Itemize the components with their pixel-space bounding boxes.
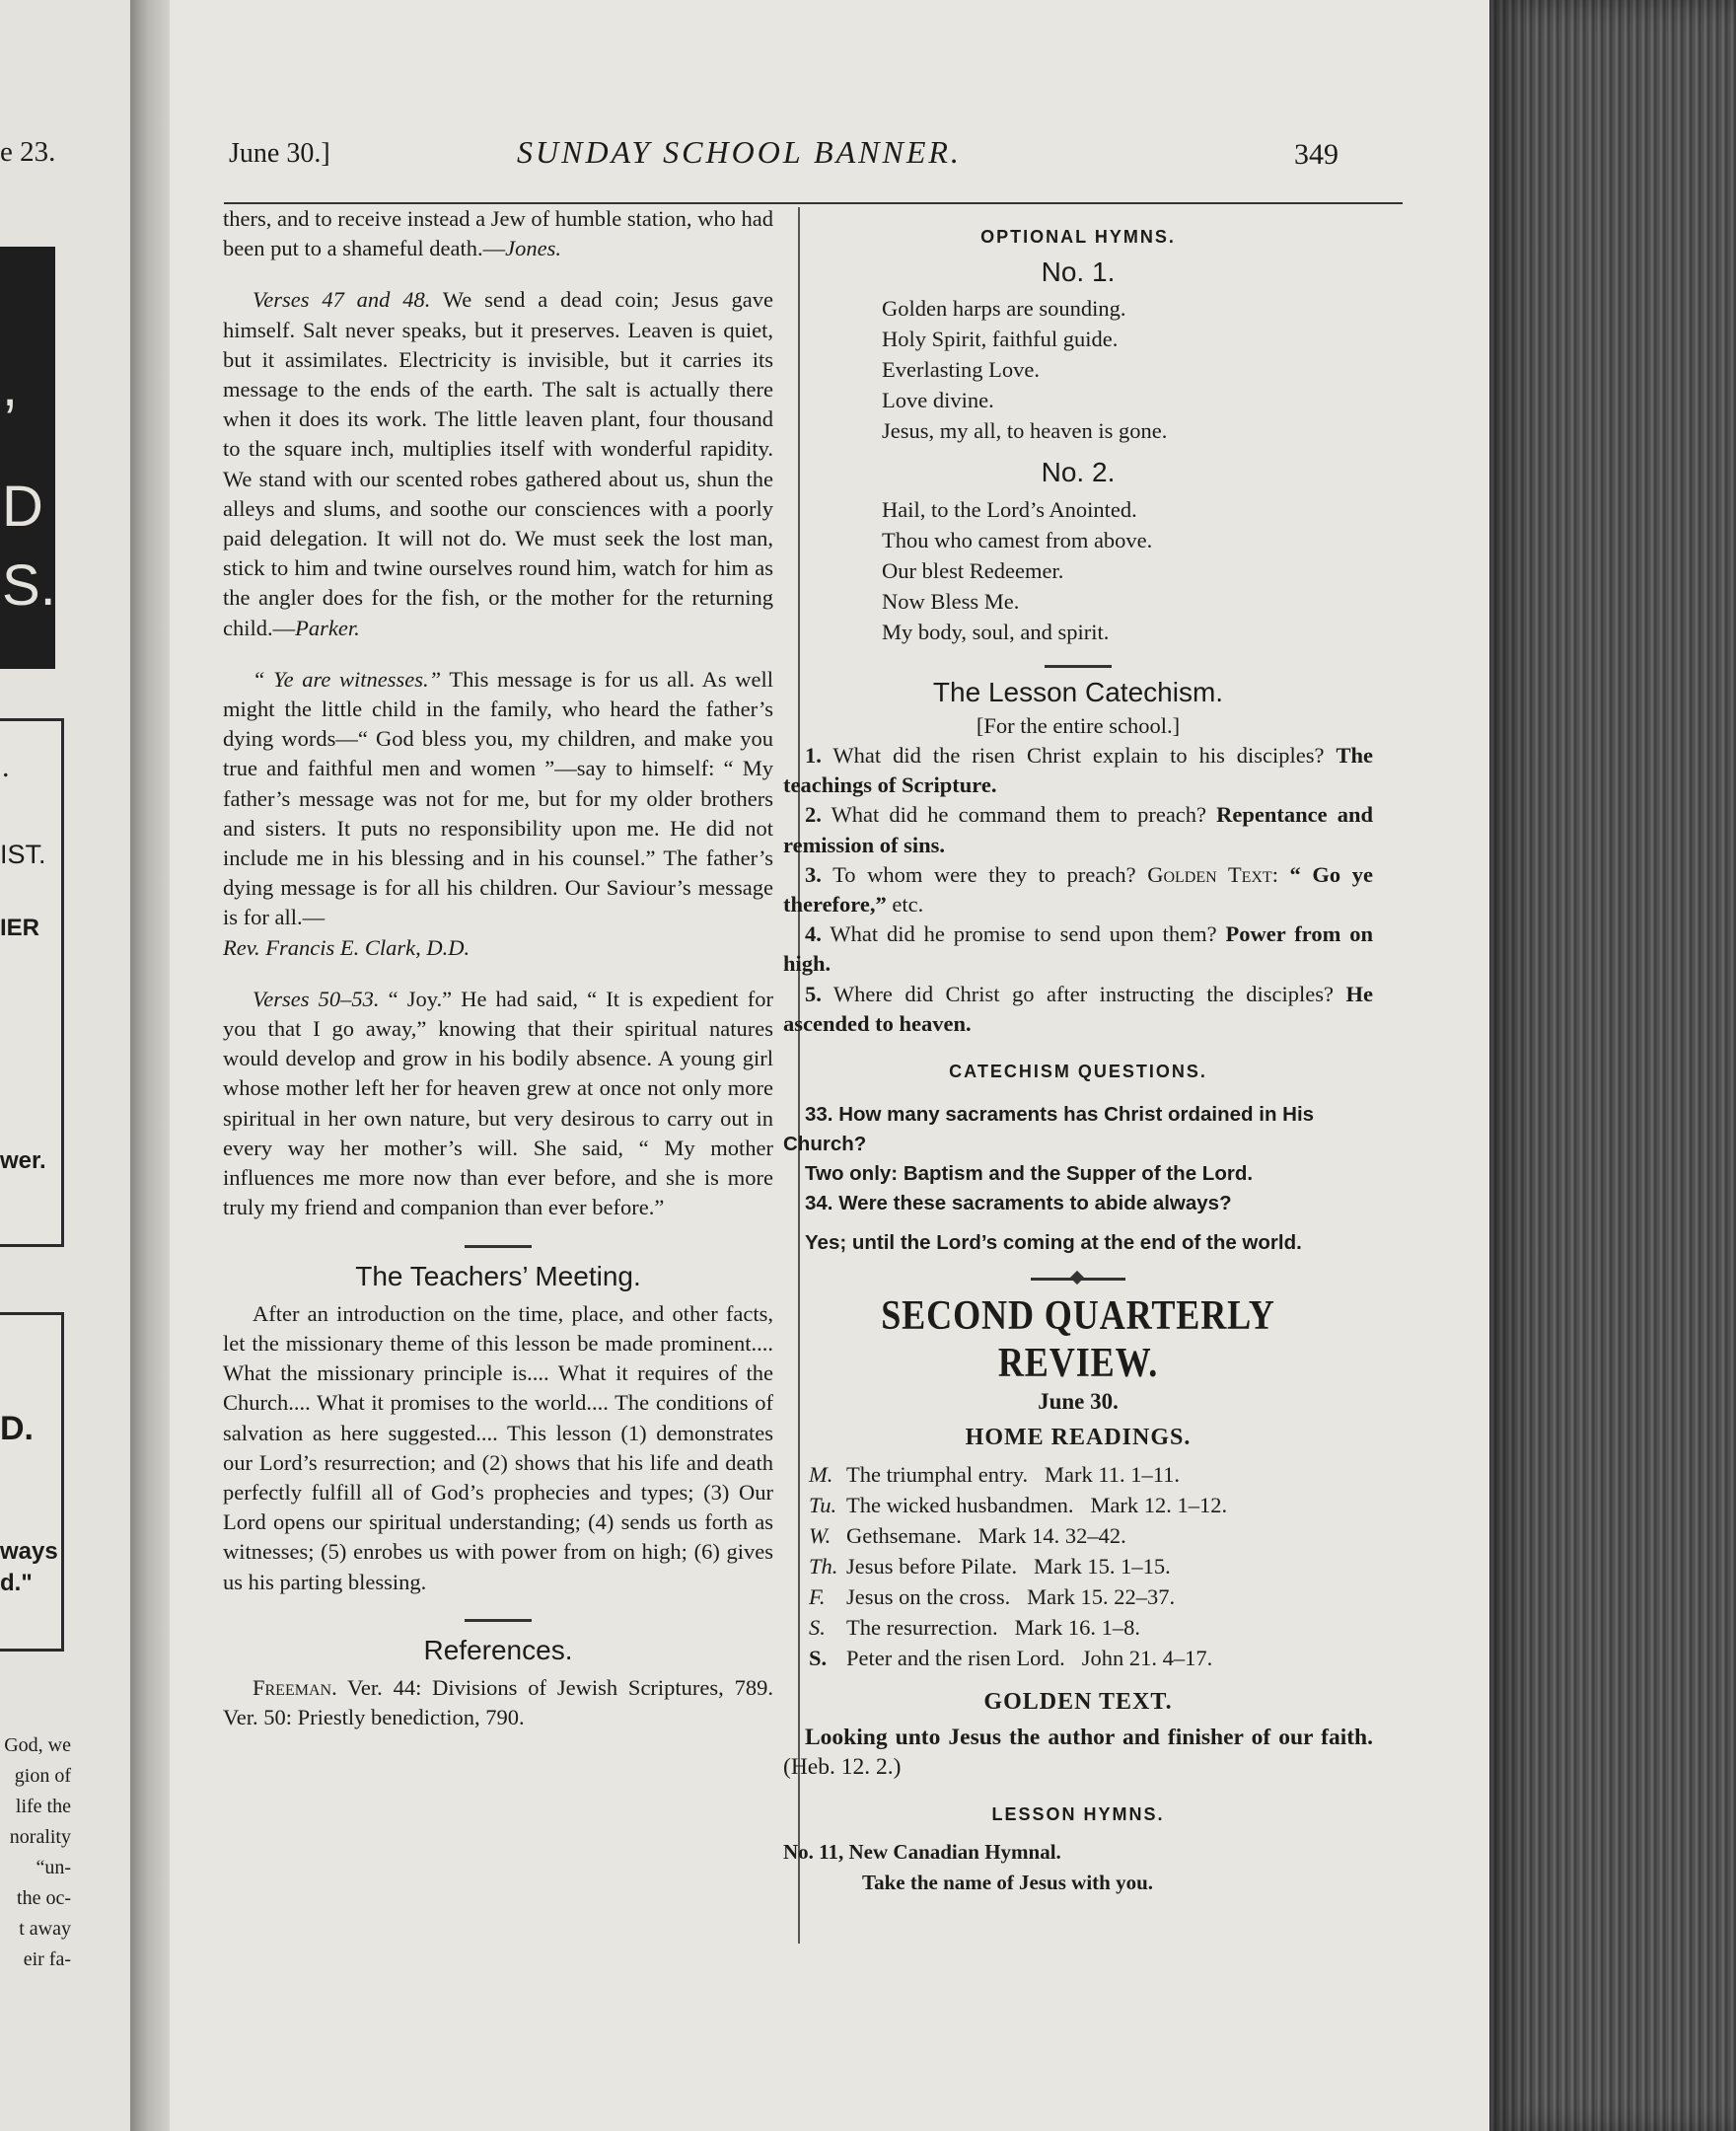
golden-text-heading: GOLDEN TEXT. — [983, 1688, 1173, 1715]
catechism-item — [783, 800, 1373, 859]
catechism-answer: Two only: Baptism and the Supper of the Lord. — [805, 1162, 1254, 1186]
golden-text-quote: Looking unto Jesus the author and finisher of our faith. — [805, 1724, 1373, 1750]
reading-item — [809, 1612, 1373, 1643]
reference-source: Freeman. — [253, 1674, 337, 1700]
question-number: 1. — [805, 743, 822, 769]
paragraph-text: We send a dead coin; Jesus gave himself. Salt never speaks, but it preserves. Leaven is quiet, but it assimilates. Electricity is invisible, but it carries its message to the ends of the earth. The salt is actually there when it does its work. The little leaven plant, four thousand to the square inch, multiplies itself with wonderful rapidity. We stand with our scented robes gathered about us, shun the alleys and slums, and soothe our consciences with a poorly paid delegation. It will not do. We must seek the lost man, stick to him and twine ourselves round him, watch for him as the angler does for the fish, or the mother for the returning child.— — [223, 287, 773, 640]
paragraph — [223, 985, 773, 1223]
reference-detail: Ver. 44: Divisions of Jewish Scriptures, 789. Ver. 50: Priestly benediction, 790. — [223, 1674, 773, 1730]
reading-ref: John 21. 4–17. — [1081, 1645, 1213, 1670]
reading-text: The wicked husbandmen. — [846, 1492, 1074, 1517]
teachers-meeting-text: After an introduction on the time, place, and other facts, let the missionary theme of this lesson be made prominent.... What the missionary principle is.... What it requires of the Church.... What it promises to the world.... The conditions of salvation as here suggested.... This lesson (1) demonstrates our Lord’s resurrection; and (2) shows that his life and death perfectly fulfill all of God’s prophecies and types; (3) Our Lord opens our spiritual understanding; (4) sends us forth as witnesses; (5) enrobes us with power from on high; (6) gives us his parting blessing. — [223, 1300, 773, 1594]
diamond-rule — [1031, 1278, 1125, 1281]
reading-item — [809, 1520, 1373, 1551]
reading-ref: Mark 14. 32–42. — [977, 1522, 1126, 1548]
golden-text — [783, 1723, 1373, 1782]
golden-text-ref: (Heb. 12. 2.) — [783, 1754, 902, 1781]
catechism-subheading: [For the entire school.] — [976, 712, 1181, 738]
left-line: eir fa- — [23, 1948, 71, 1970]
left-page-header: e 23. — [0, 136, 56, 168]
reading-text: Jesus before Pilate. — [846, 1553, 1018, 1579]
book-fore-edge — [1489, 0, 1736, 2131]
hymn-line: Holy Spirit, faithful guide. — [882, 327, 1119, 352]
question: Where did Christ go after instructing the disciples? — [821, 981, 1346, 1006]
references-text — [223, 1673, 773, 1732]
hymn-line: Love divine. — [882, 388, 994, 413]
header-date: June 30.] — [229, 138, 330, 169]
question-number: 5. — [805, 981, 822, 1006]
reading-text: Gethsemane. — [846, 1522, 962, 1548]
left-line: life the — [15, 1796, 71, 1817]
left-snippet: IER — [0, 915, 40, 941]
reading-day: S. — [809, 1645, 828, 1670]
left-snippet: d." — [0, 1570, 33, 1596]
paragraph — [223, 665, 773, 963]
answer: He ascended to heaven. — [783, 981, 1373, 1036]
left-page-box — [0, 1312, 64, 1652]
question: What did he promise to send upon them? — [821, 921, 1226, 947]
hymn-line: Now Bless Me. — [882, 588, 1020, 614]
optional-hymns-heading: OPTIONAL HYMNS. — [980, 227, 1176, 247]
hymn-list-1 — [882, 293, 1373, 446]
question: To whom were they to preach? — [821, 861, 1148, 887]
answer-tail: etc. — [886, 892, 924, 918]
left-snippet: ways — [0, 1538, 58, 1565]
hymn-line: Golden harps are sounding. — [882, 296, 1126, 322]
catechism-questions-heading: CATECHISM QUESTIONS. — [949, 1062, 1207, 1082]
page-number: 349 — [1294, 138, 1338, 171]
left-page-fragment — [0, 0, 130, 2131]
reading-item — [809, 1643, 1373, 1673]
left-line: gion of — [14, 1765, 71, 1787]
author: Rev. Francis E. Clark, D.D. — [223, 934, 470, 960]
lesson-hymn-line: Take the name of Jesus with you. — [862, 1870, 1154, 1894]
catechism-question: 34. Were these sacraments to abide always? — [805, 1192, 1232, 1215]
answer: The teachings of Scripture. — [783, 743, 1373, 798]
reading-day: Tu. — [809, 1492, 837, 1517]
reading-ref: Mark 16. 1–8. — [1014, 1614, 1141, 1640]
teachers-meeting-heading: The Teachers’ Meeting. — [355, 1260, 641, 1291]
ad-glyph: S. — [2, 553, 56, 618]
references-heading: References. — [423, 1634, 573, 1665]
reading-ref: Mark 12. 1–12. — [1090, 1492, 1228, 1517]
readings-list — [809, 1459, 1373, 1673]
lesson-catechism-heading: The Lesson Catechism. — [932, 676, 1224, 707]
answer: Repentance and remission of sins. — [783, 802, 1373, 857]
paragraph — [223, 204, 773, 263]
answer: Power from on high. — [783, 921, 1373, 977]
reading-text: The resurrection. — [846, 1614, 998, 1640]
left-snippet: D. — [0, 1410, 34, 1447]
reading-ref: Mark 15. 1–15. — [1033, 1553, 1171, 1579]
page — [170, 0, 1501, 2131]
paragraph — [223, 285, 773, 642]
paragraph-text: thers, and to receive instead a Jew of humble station, who had been put to a shameful death.— — [223, 206, 773, 261]
reading-day: W. — [809, 1522, 832, 1548]
hymn-list-2 — [882, 494, 1373, 647]
hymn-line: Our blest Redeemer. — [882, 557, 1064, 583]
catechism-item — [783, 860, 1373, 919]
paragraph-text: “ Joy.” He had said, “ It is expedient for you that I go away,” knowing that their spiritual natures would develop and grow in his bodily absence. A young girl whose mother left her for heaven grew at once not only more spiritual in her own nature, but very desirous to carry out in every way her mother’s will. She said, “ My mother influences me more now than ever before, and she is more truly my friend and companion than ever before.” — [223, 986, 773, 1220]
left-line: “un- — [36, 1857, 71, 1878]
catechism-item — [783, 980, 1373, 1039]
reading-day: M. — [809, 1461, 833, 1487]
section-rule — [465, 1619, 532, 1622]
reading-day: S. — [809, 1614, 826, 1640]
hymn-line: Thou who camest from above. — [882, 527, 1153, 552]
verse-reference: “ Ye are witnesses.” — [253, 666, 442, 692]
review-date: June 30. — [1038, 1389, 1119, 1415]
author: Parker. — [295, 615, 360, 640]
right-column — [783, 222, 1373, 1897]
left-line: t away — [19, 1918, 71, 1940]
question-number: 3. — [805, 861, 822, 887]
catechism-question: 33. How many sacraments has Christ ordained in His Church? — [783, 1103, 1315, 1156]
home-readings-heading: HOME READINGS. — [965, 1425, 1192, 1451]
section-rule — [465, 1245, 532, 1248]
reading-item — [809, 1459, 1373, 1490]
golden-text-label: Golden Text: — [1147, 861, 1278, 887]
hymn-line: Hail, to the Lord’s Anointed. — [882, 496, 1137, 522]
reading-item — [809, 1551, 1373, 1581]
question-number: 4. — [805, 921, 822, 947]
verse-reference: Verses 47 and 48. — [253, 287, 431, 313]
catechism-item — [783, 919, 1373, 979]
reading-item — [809, 1490, 1373, 1520]
hymn-line: Everlasting Love. — [882, 357, 1040, 383]
ad-glyph: D — [2, 475, 43, 539]
question-number: 2. — [805, 802, 822, 828]
lesson-hymns-heading: LESSON HYMNS. — [991, 1804, 1165, 1825]
hymn-no2-heading: No. 2. — [1041, 457, 1116, 488]
header-title: SUNDAY SCHOOL BANNER. — [517, 134, 962, 170]
hymn-line: My body, soul, and spirit. — [882, 619, 1110, 644]
reading-text: Jesus on the cross. — [846, 1583, 1011, 1609]
ad-glyph: , — [2, 354, 19, 418]
lesson-hymn-line: No. 11, New Canadian Hymnal. — [783, 1840, 1061, 1865]
left-column — [223, 204, 773, 1754]
hymn-line: Jesus, my all, to heaven is gone. — [882, 418, 1168, 444]
reading-ref: Mark 11. 1–11. — [1044, 1461, 1181, 1487]
catechism-item — [783, 741, 1373, 800]
verse-reference: Verses 50–53. — [253, 986, 380, 1011]
left-line: norality — [9, 1826, 71, 1848]
reading-day: Th. — [809, 1553, 838, 1579]
advertisement-block — [0, 247, 55, 669]
question: What did the risen Christ explain to his disciples? — [821, 743, 1337, 769]
left-page-text — [0, 1730, 71, 1975]
review-title: SECOND QUARTERLY REVIEW. — [881, 1293, 1275, 1387]
left-line: God, we — [4, 1734, 71, 1756]
paragraph-text: This message is for us all. As well might the little child in the family, who heard the father’s dying words—“ God bless you, my children, and make you true and faithful men and women ”—say to himself: “ My father’s message was not for me, but for my older brothers and sisters. It puts no responsibility upon me. He did not include me in his blessing and in his counsel.” The father’s dying message is for all his children. Our Saviour’s message is for all.— — [223, 666, 773, 930]
left-snippet: IST. — [0, 840, 46, 869]
left-line: the oc- — [17, 1887, 71, 1909]
catechism-answer: Yes; until the Lord’s coming at the end of the world. — [805, 1231, 1302, 1255]
left-snippet: wer. — [0, 1147, 46, 1174]
reading-text: The triumphal entry. — [846, 1461, 1029, 1487]
left-page-box — [0, 718, 64, 1247]
reading-item — [809, 1581, 1373, 1612]
reading-text: Peter and the risen Lord. — [846, 1645, 1065, 1670]
left-snippet: . — [2, 751, 10, 783]
section-rule — [1045, 665, 1112, 668]
reading-day: F. — [809, 1583, 826, 1609]
reading-ref: Mark 15. 22–37. — [1027, 1583, 1176, 1609]
question: What did he command them to preach? — [821, 802, 1217, 828]
answer: “ Go ye therefore,” — [783, 861, 1373, 918]
book-spine — [130, 0, 170, 2131]
author: Jones. — [505, 236, 562, 261]
hymn-no1-heading: No. 1. — [1041, 257, 1116, 288]
